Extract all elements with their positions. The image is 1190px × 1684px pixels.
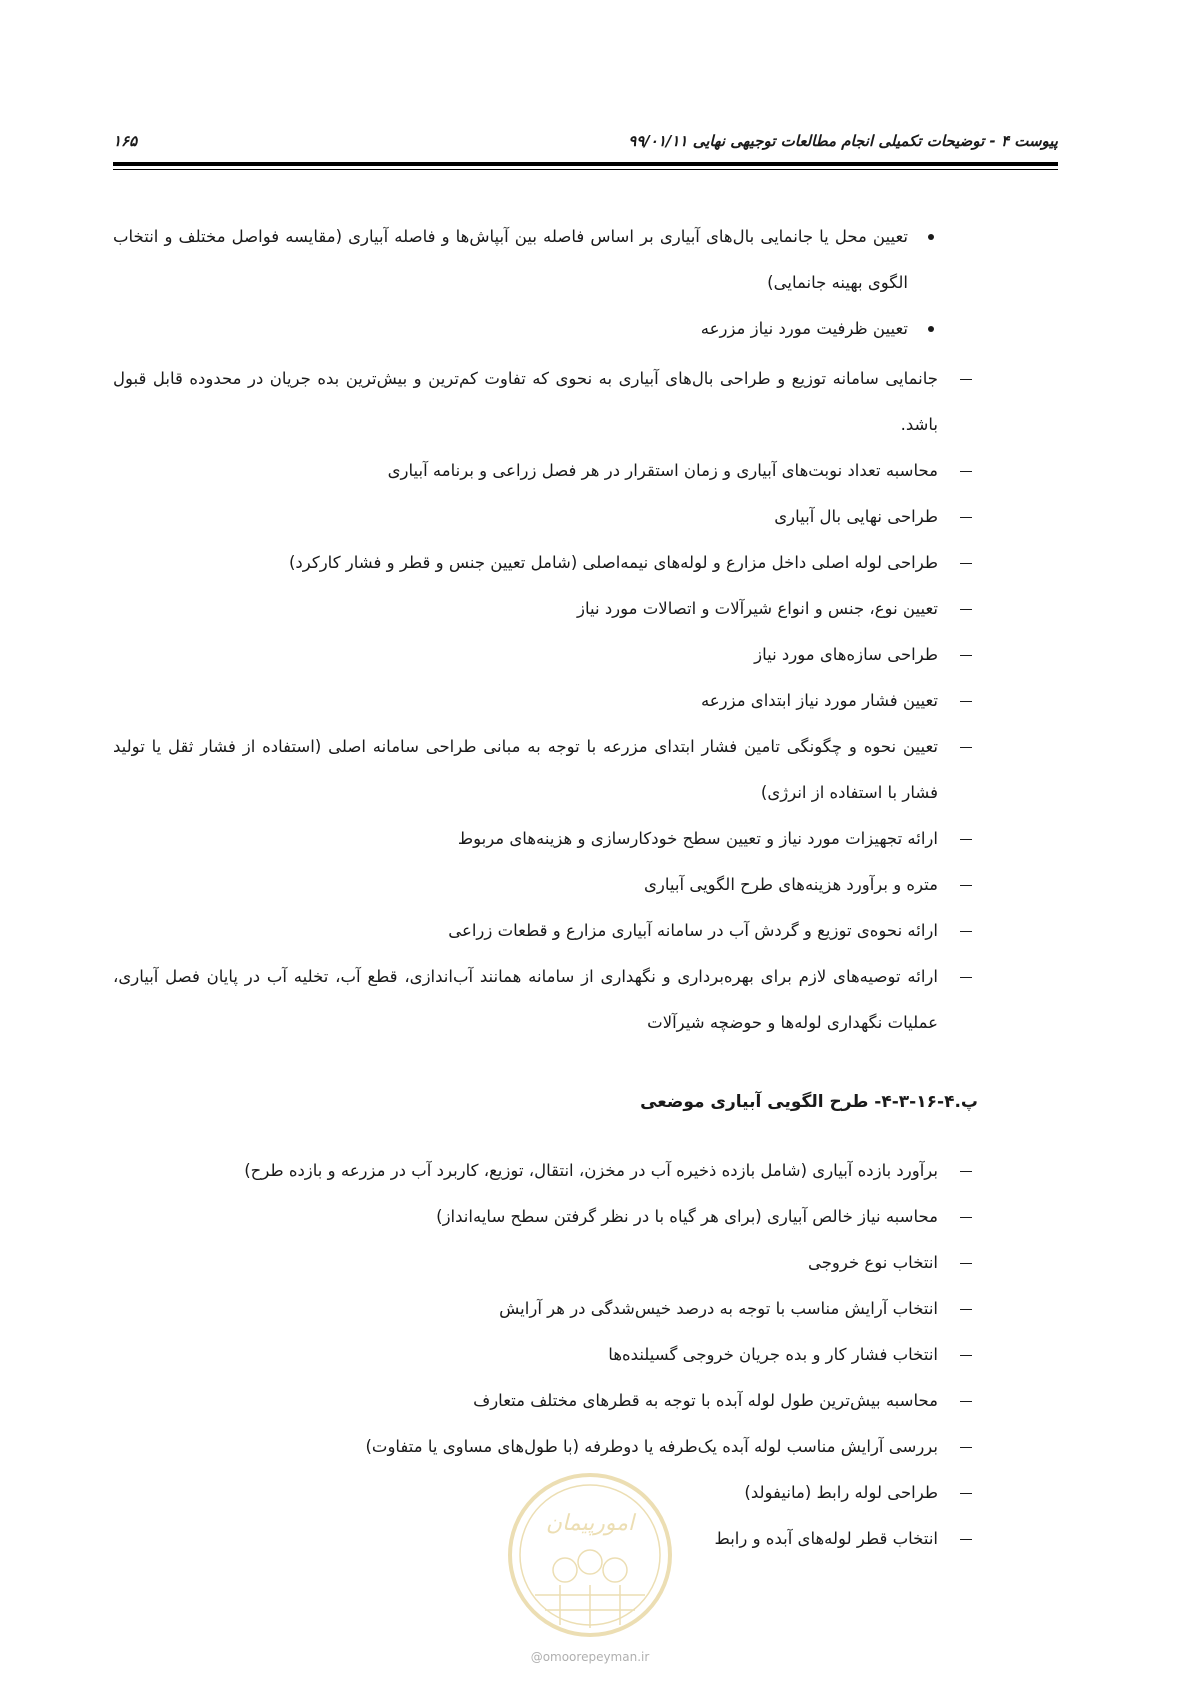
list-item [113,1378,978,1424]
list-item-text: انتخاب فشار کار و بده جریان خروجی گسیلنده‌ها [608,1345,938,1364]
bullet-text: تعیین ظرفیت مورد نیاز مزرعه [700,319,908,338]
dash-icon [960,655,972,656]
list-item-text: برآورد بازده آبیاری (شامل بازده ذخیره آب در مخزن، انتقال، توزیع، کاربرد آب در مزرعه و بازده طرح) [244,1161,938,1180]
watermark-url: @omoorepeyman.ir [530,1650,650,1664]
list-item-text: تعیین نحوه و چگونگی تامین فشار ابتدای مزرعه با توجه به مبانی طراحی سامانه اصلی (استفاده از فشار ثقل یا تولید فشار با استفاده از انرژی) [113,737,938,802]
dash-icon [960,839,972,840]
dash-icon [960,1401,972,1402]
list-item-text: طراحی سازه‌های مورد نیاز [754,645,938,664]
list-item-text: انتخاب نوع خروجی [807,1253,938,1272]
page-number: ۱۶۵ [113,132,138,150]
header-rule-thin [113,169,1058,170]
list-item [113,1424,978,1470]
bullet-item [113,306,948,352]
list-item-text: ارائه توصیه‌های لازم برای بهره‌برداری و نگهداری از سامانه همانند آب‌اندازی، قطع آب، تخلیه آب در پایان فصل آبیاری، عملیات نگهداری لوله‌ها و حوضچه شیرآلات [113,967,938,1032]
list-item-text: بررسی آرایش مناسب لوله آبده یک‌طرفه یا دوطرفه (با طول‌های مساوی یا متفاوت) [365,1437,938,1456]
list-item-text: طراحی لوله اصلی داخل مزارع و لوله‌های نیمه‌اصلی (شامل تعیین جنس و قطر و فشار کارکرد) [288,553,938,572]
dash-icon [960,563,972,564]
list-item-text: تعیین نوع، جنس و انواع شیرآلات و اتصالات مورد نیاز [577,599,938,618]
list-item [113,1286,978,1332]
list-item [113,448,978,494]
list-item [113,678,978,724]
watermark-logo-icon [505,1470,675,1640]
list-item [113,586,978,632]
page-header [113,128,1058,158]
list-item-text: انتخاب آرایش مناسب با توجه به درصد خیس‌شدگی در هر آرایش [499,1299,938,1318]
dash-icon [960,379,972,380]
dash-icon [960,1355,972,1356]
list-item [113,1194,978,1240]
list-item [113,356,978,448]
list-item [113,540,978,586]
list-item-text: ارائه تجهیزات مورد نیاز و تعیین سطح خودکارسازی و هزینه‌های مربوط [457,829,938,848]
list-item-text: تعیین فشار مورد نیاز ابتدای مزرعه [700,691,938,710]
header-title: پیوست ۴ - توضیحات تکمیلی انجام مطالعات توجیهی نهایی ۹۹/۰۱/۱۱ [628,132,1058,150]
list-item [113,724,978,816]
bullet-list [113,214,948,352]
list-item-text: طراحی لوله رابط (مانیفولد) [744,1483,938,1502]
dash-icon [960,701,972,702]
dash-icon [960,471,972,472]
list-item [113,816,978,862]
watermark-logo-text: امورپیمان [545,1511,635,1536]
dash-icon [960,931,972,932]
list-item [113,908,978,954]
bullet-icon [928,234,934,240]
list-item-text: متره و برآورد هزینه‌های طرح الگویی آبیاری [644,875,938,894]
list-item-text: ارائه نحوه‌ی توزیع و گردش آب در سامانه آبیاری مزارع و قطعات زراعی [448,921,938,940]
bullet-item [113,214,948,306]
bullet-icon [928,326,934,332]
list-item-text: جانمایی سامانه توزیع و طراحی بال‌های آبیاری به نحوی که تفاوت کم‌ترین و بیش‌ترین بده جریان در محدوده قابل قبول باشد. [113,369,938,434]
list-item-text: محاسبه نیاز خالص آبیاری (برای هر گیاه با در نظر گرفتن سطح سایه‌انداز) [436,1207,938,1226]
dash-icon [960,885,972,886]
dash-icon [960,517,972,518]
dash-icon [960,1263,972,1264]
dash-list-design [113,356,978,1046]
list-item [113,1240,978,1286]
dash-icon [960,977,972,978]
dash-icon [960,1309,972,1310]
list-item [113,632,978,678]
list-item-text: انتخاب قطر لوله‌های آبده و رابط [714,1529,938,1548]
list-item-text: محاسبه بیش‌ترین طول لوله آبده با توجه به قطرهای مختلف متعارف [473,1391,938,1410]
header-rule-thick [113,162,1058,166]
list-item [113,954,978,1046]
list-item [113,494,978,540]
list-item-text: محاسبه تعداد نوبت‌های آبیاری و زمان استقرار در هر فصل زراعی و برنامه آبیاری [387,461,938,480]
dash-icon [960,609,972,610]
dash-icon [960,1493,972,1494]
dash-icon [960,1447,972,1448]
list-item [113,1332,978,1378]
dash-icon [960,1539,972,1540]
list-item-text: طراحی نهایی بال آبیاری [774,507,938,526]
bullet-text: تعیین محل یا جانمایی بال‌های آبیاری بر اساس فاصله بین آبپاش‌ها و فاصله آبیاری (مقایسه فواصل مختلف و انتخاب الگوی بهینه جانمایی) [113,227,908,292]
list-item [113,862,978,908]
dash-icon [960,1171,972,1172]
section-heading: پ.۴-۱۶-۳-۴- طرح الگویی آبیاری موضعی [640,1092,978,1112]
list-item [113,1148,978,1194]
dash-icon [960,1217,972,1218]
dash-icon [960,747,972,748]
